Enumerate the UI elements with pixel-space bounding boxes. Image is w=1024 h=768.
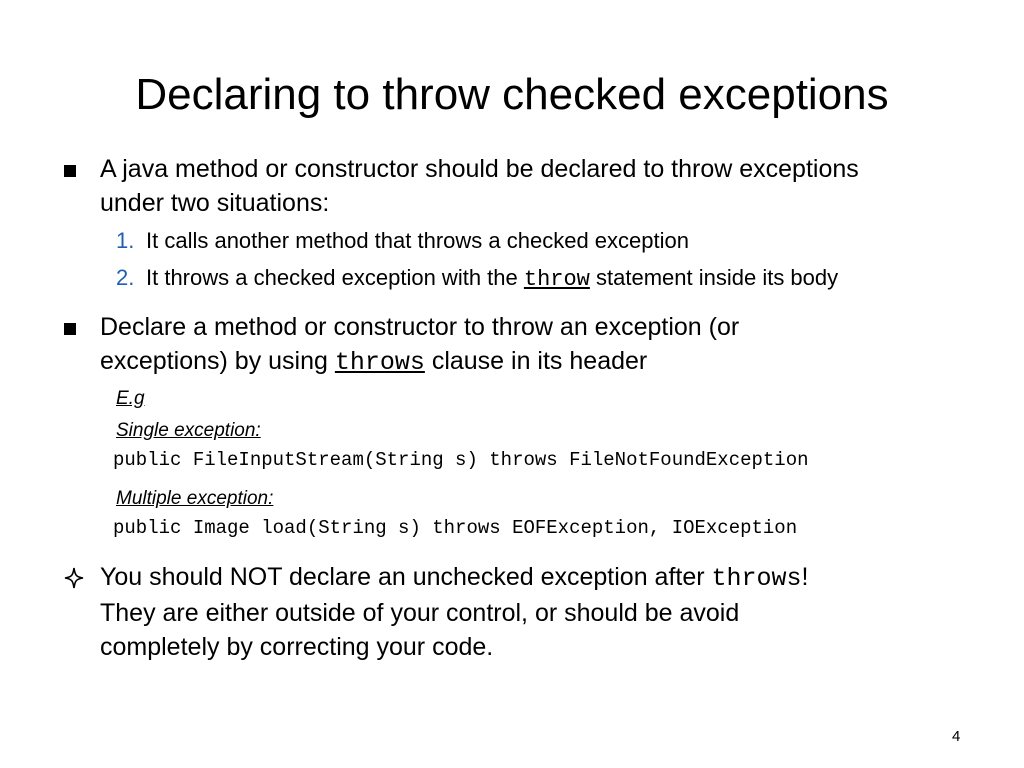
multiple-exception-code: public Image load(String s) throws EOFException, IOException: [113, 517, 798, 539]
throws-keyword: throws: [334, 348, 425, 377]
list-item-2-text-after: statement inside its body: [589, 265, 839, 290]
single-exception-label: Single exception:: [116, 420, 261, 441]
note-line-1-after: !: [801, 563, 809, 591]
note-throws-keyword: throws: [711, 564, 802, 593]
four-point-star-icon: [64, 563, 84, 597]
note-text: [100, 560, 980, 664]
note-line-3: completely by correcting your code.: [100, 633, 494, 661]
bullet-2-line-2: [100, 344, 980, 380]
bullet-2-line-2-after: clause in its header: [424, 347, 648, 375]
list-item-2-text-before: It throws a checked exception with the: [146, 265, 524, 290]
bullet-1-text: [100, 152, 980, 220]
bullet-2-line-2-before: exceptions) by using: [100, 347, 335, 375]
bullet-2-text: [100, 310, 980, 380]
bullet-1-line-2: under two situations:: [100, 189, 330, 217]
slide-title: Declaring to throw checked exceptions: [135, 70, 889, 119]
list-item-1: It calls another method that throws a checked exception: [146, 228, 689, 253]
multiple-exception-label: Multiple exception:: [116, 488, 274, 509]
square-bullet-icon: [64, 165, 76, 177]
list-item-2: [146, 263, 838, 295]
bullet-2-line-1: Declare a method or constructor to throw an exception (or: [100, 313, 740, 341]
single-exception-code: public FileInputStream(String s) throws FileNotFoundException: [113, 449, 809, 471]
note-line-1: [100, 560, 980, 596]
list-number-1: 1.: [116, 228, 135, 253]
list-number-2: 2.: [116, 265, 135, 290]
square-bullet-icon: [64, 323, 76, 335]
throw-keyword: throw: [523, 267, 590, 292]
note-line-1-before: You should NOT declare an unchecked exception after: [100, 563, 712, 591]
note-line-2: They are either outside of your control, or should be avoid: [100, 599, 740, 627]
eg-label: E.g: [116, 388, 145, 409]
bullet-1-line-1: A java method or constructor should be declared to throw exceptions: [100, 155, 859, 183]
page-number: 4: [952, 728, 961, 745]
